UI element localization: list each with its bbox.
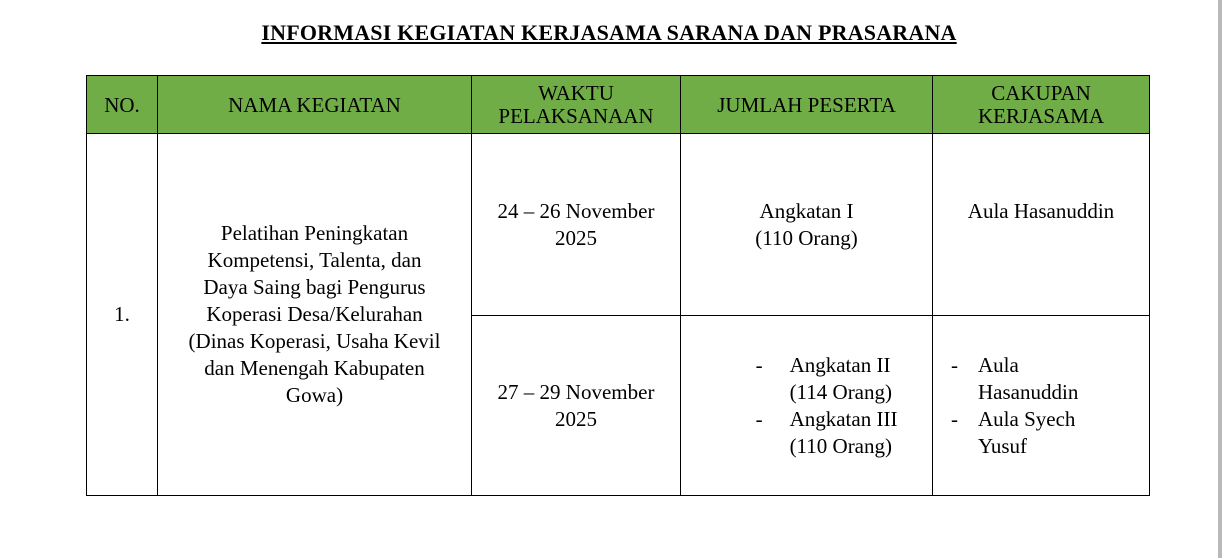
cell-no: 1. xyxy=(87,134,158,496)
list-dash: - xyxy=(755,406,763,431)
list-item: - Angkatan II (114 Orang) xyxy=(755,352,892,404)
cell-cakupan-session-2 xyxy=(933,316,1150,496)
list-dash: - xyxy=(951,352,958,377)
list-item: - Angkatan III (110 Orang) xyxy=(755,406,898,458)
cell-waktu-session-2: 27 – 29 November 2025 xyxy=(472,316,681,496)
table-header-row xyxy=(87,76,1150,134)
header-jumlah-peserta: JUMLAH PESERTA xyxy=(681,76,933,134)
cell-peserta-session-2 xyxy=(681,316,933,496)
cell-nama-kegiatan: Pelatihan Peningkatan Kompetensi, Talenta, dan Daya Saing bagi Pengurus Koperasi Desa/Kelurahan (Dinas Koperasi, Usaha Kevil dan Menengah Kabupaten Gowa) xyxy=(158,134,472,496)
document-title: INFORMASI KEGIATAN KERJASAMA SARANA DAN PRASARANA xyxy=(261,20,957,45)
cell-waktu-session-1: 24 – 26 November 2025 xyxy=(472,134,681,316)
list-item: - Aula Syech Yusuf xyxy=(951,406,1076,458)
table-row xyxy=(87,134,1150,316)
header-waktu-pelaksanaan: WAKTU PELAKSANAAN xyxy=(472,76,681,134)
window-edge xyxy=(1218,0,1222,558)
header-cakupan-kerjasama: CAKUPAN KERJASAMA xyxy=(933,76,1150,134)
cakupan-list xyxy=(939,352,1078,460)
list-dash: - xyxy=(755,352,763,377)
cell-cakupan-session-1: Aula Hasanuddin xyxy=(933,134,1150,316)
list-item: - Aula Hasanuddin xyxy=(951,352,1079,404)
peserta-list xyxy=(716,352,898,460)
header-nama-kegiatan: NAMA KEGIATAN xyxy=(158,76,472,134)
list-dash: - xyxy=(951,406,958,431)
activity-table xyxy=(86,75,1150,496)
cell-peserta-session-1: Angkatan I (110 Orang) xyxy=(681,134,933,316)
header-no: NO. xyxy=(87,76,158,134)
